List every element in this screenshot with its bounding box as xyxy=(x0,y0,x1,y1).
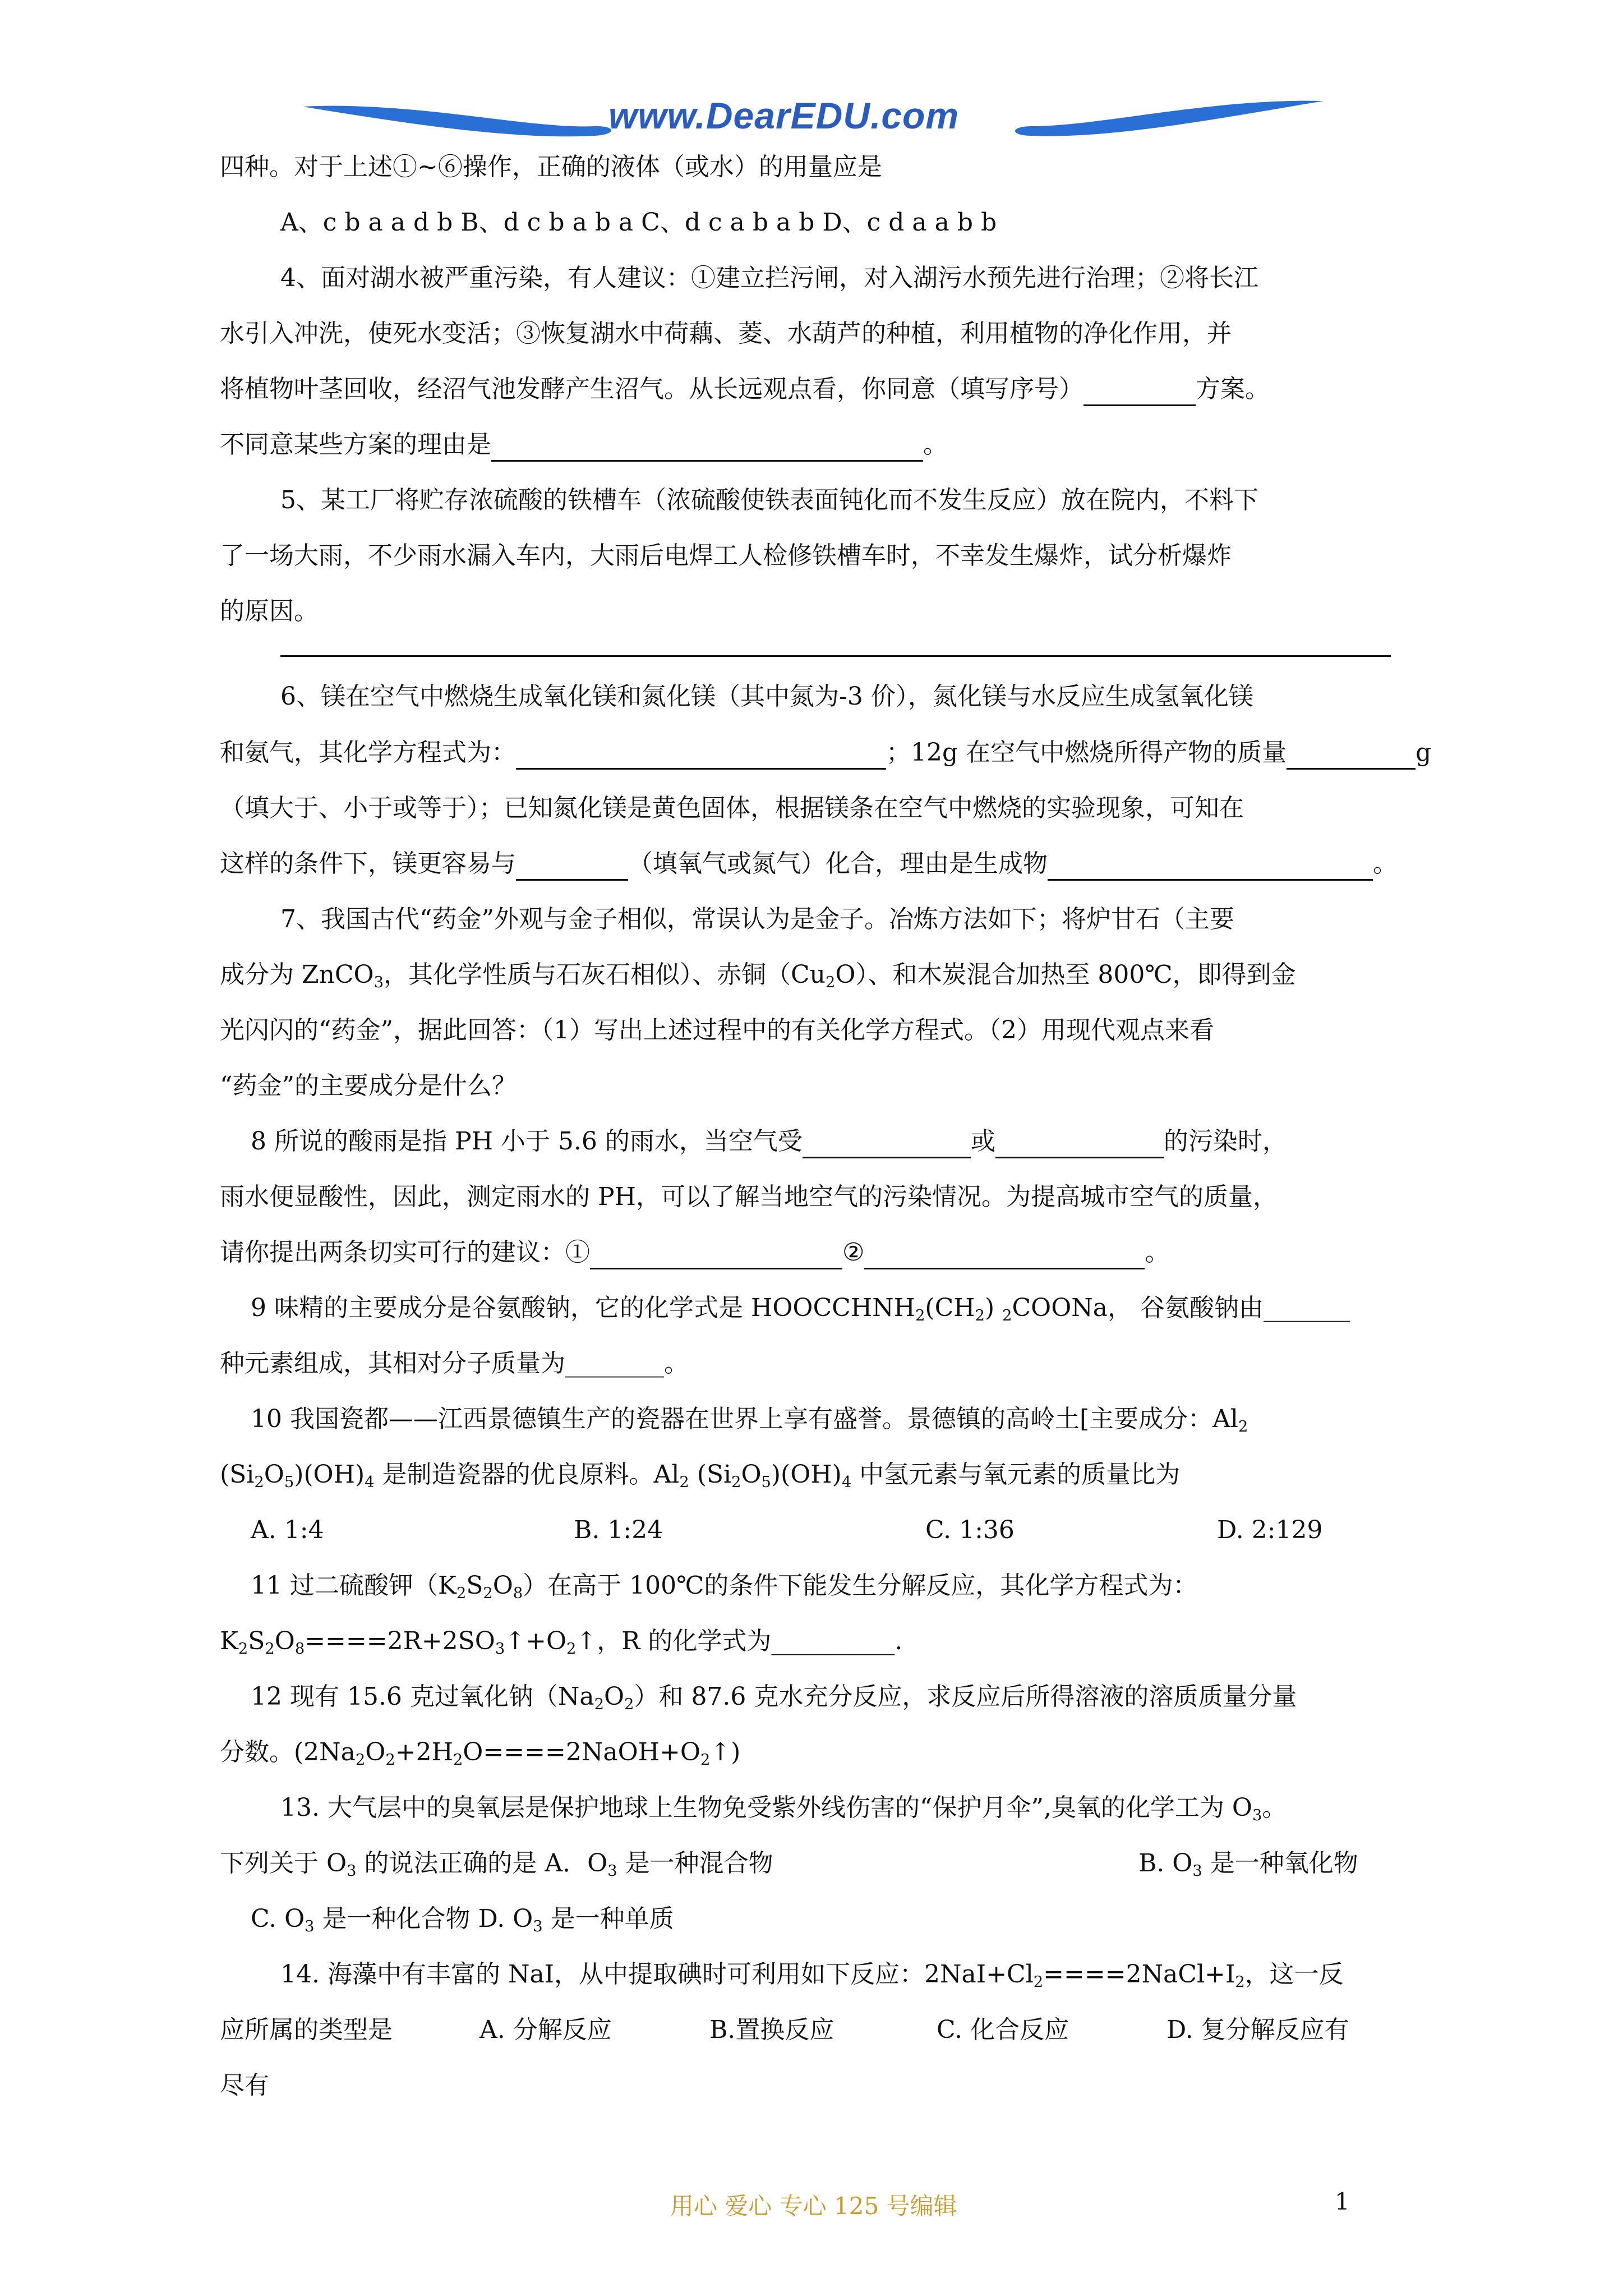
text-span: ）和 87.6 克水充分反应，求反应后所得溶液的溶质质量分量 xyxy=(634,1682,1297,1711)
answer-blank[interactable] xyxy=(1083,381,1196,406)
text-line xyxy=(220,958,1296,992)
question-5: 5、某工厂将贮存浓硫酸的铁槽车（浓硫酸使铁表面钝化而不发生反应）放在院内，不料下 xyxy=(280,486,1258,514)
text-span: 。 xyxy=(1373,849,1398,878)
text-span: 请你提出两条切实可行的建议：① xyxy=(220,1238,590,1267)
subscript: 3 xyxy=(1252,1807,1262,1825)
text-span: 。 xyxy=(1145,1238,1170,1267)
text-span: 。 xyxy=(1262,1793,1287,1822)
text-span: 是一种混合物 xyxy=(617,1849,773,1878)
text-line xyxy=(220,1458,1180,1492)
text-span: S xyxy=(466,1571,483,1600)
subscript: 2 xyxy=(566,1640,577,1658)
subscript: 2 xyxy=(700,1751,711,1769)
page-number: 1 xyxy=(1335,2188,1350,2215)
site-logo: www.DearEDU.com xyxy=(608,95,960,136)
answer-blank[interactable] xyxy=(590,1244,842,1269)
text-span: COONa， 谷氨酸钠由_______ xyxy=(1012,1294,1350,1322)
text-span: 分数。(2Na xyxy=(220,1738,356,1766)
answer-rule[interactable] xyxy=(280,655,1391,657)
text-line: 应所属的类型是 xyxy=(220,2016,393,2044)
text-line xyxy=(220,736,1431,770)
text-line xyxy=(220,847,1398,881)
text-line: 雨水便显酸性，因此，测定雨水的 PH，可以了解当地空气的污染情况。为提高城市空气的质量， xyxy=(220,1182,1278,1211)
text-span: 的说法正确的是 A．O xyxy=(356,1849,608,1878)
question-7: 7、我国古代“药金”外观与金子相似，常误认为是金子。冶炼方法如下；将炉甘石（主要 xyxy=(280,905,1234,933)
option-c[interactable]: C. 1:36 xyxy=(925,1516,1015,1544)
option-c[interactable]: C. 化合反应 xyxy=(937,2016,1069,2044)
subscript: 4 xyxy=(365,1474,375,1492)
text-span: 13. 大气层中的臭氧层是保护地球上生物免受紫外线伤害的“保护月伞”,臭氧的化学工为 O xyxy=(280,1793,1252,1822)
text-line: 的原因。 xyxy=(220,597,319,625)
text-span: 是制造瓷器的优良原料。Al xyxy=(374,1460,680,1489)
answer-blank[interactable] xyxy=(1048,855,1373,881)
text-span: )(OH) xyxy=(771,1460,842,1489)
subscript: 3 xyxy=(533,1918,543,1936)
option-d[interactable]: D. 复分解反应有 xyxy=(1166,2016,1349,2044)
subscript: 8 xyxy=(513,1585,523,1603)
subscript: 2 xyxy=(1235,1973,1245,1991)
text-line: 四种。对于上述①~⑥操作，正确的液体（或水）的用量应是 xyxy=(220,153,882,181)
text-span: 。 xyxy=(923,430,948,459)
text-span: 或 xyxy=(970,1127,995,1156)
option-a[interactable]: A. 分解反应 xyxy=(479,2016,612,2044)
text-line: “药金”的主要成分是什么？ xyxy=(220,1071,517,1100)
text-span: (Si xyxy=(220,1460,255,1489)
text-span: 这样的条件下，镁更容易与 xyxy=(220,849,516,878)
subscript: 2 xyxy=(679,1474,689,1492)
text-span: 和氨气，其化学方程式为： xyxy=(220,738,516,767)
text-line xyxy=(220,1736,740,1769)
subscript: 3 xyxy=(305,1918,315,1936)
text-span: (CH xyxy=(925,1294,975,1322)
text-line xyxy=(220,1847,773,1880)
answer-blank[interactable] xyxy=(803,1133,971,1158)
subscript: 2 xyxy=(1033,1973,1044,1991)
text-span: O xyxy=(604,1682,625,1711)
text-span: 中氢元素与氧元素的质量比为 xyxy=(851,1460,1181,1489)
subscript: 3 xyxy=(495,1640,505,1658)
question-8 xyxy=(251,1125,1287,1158)
option-d[interactable]: D. 2:129 xyxy=(1217,1516,1323,1544)
text-span: ，其化学性质与石灰石相似）、赤铜（Cu xyxy=(384,960,826,989)
text-span: 将植物叶茎回收，经沼气池发酵产生沼气。从长远观点看，你同意（填写序号） xyxy=(220,375,1083,403)
text-span: 9 味精的主要成分是谷氨酸钠，它的化学式是 HOOCCHNH xyxy=(251,1294,916,1322)
text-span: ) xyxy=(984,1294,1003,1322)
text-span: ↑) xyxy=(710,1738,741,1766)
text-span: ；12g 在空气中燃烧所得产物的质量 xyxy=(886,738,1287,767)
text-line: 光闪闪的“药金”，据此回答：（1）写出上述过程中的有关化学方程式。（2）用现代观点来看 xyxy=(220,1016,1214,1045)
footer-text: 用心 爱心 专心 125 号编辑 xyxy=(670,2192,957,2220)
text-span: ====2R+2SO xyxy=(305,1627,495,1655)
subscript: 2 xyxy=(355,1751,366,1769)
text-span: K xyxy=(220,1627,238,1655)
option-b[interactable]: B. 1:24 xyxy=(574,1516,663,1544)
text-span: 不同意某些方案的理由是 xyxy=(220,430,491,459)
option-a[interactable]: A. 1:4 xyxy=(251,1516,324,1544)
text-line xyxy=(220,372,1270,406)
question-10 xyxy=(251,1402,1248,1436)
subscript: 2 xyxy=(1002,1307,1012,1325)
text-span: O xyxy=(274,1627,295,1655)
answer-blank[interactable] xyxy=(516,855,628,881)
subscript: 2 xyxy=(453,1751,463,1769)
text-line xyxy=(220,1625,902,1658)
answer-blank[interactable] xyxy=(995,1133,1164,1158)
question-11 xyxy=(251,1569,1197,1603)
text-span: 方案。 xyxy=(1196,375,1270,403)
text-span: )(OH) xyxy=(294,1460,365,1489)
text-span: 12 现有 15.6 克过氧化钠（Na xyxy=(251,1682,594,1711)
subscript: 5 xyxy=(284,1474,294,1492)
text-span: O）、和木炭混合加热至 800℃，即得到金 xyxy=(835,960,1296,989)
answer-blank[interactable] xyxy=(864,1244,1145,1269)
subscript: 2 xyxy=(826,974,836,992)
question-4: 4、面对湖水被严重污染，有人建议：①建立拦污闸，对入湖污水预先进行治理；②将长江 xyxy=(280,264,1258,292)
subscript: 2 xyxy=(385,1751,395,1769)
question-12 xyxy=(251,1680,1297,1714)
text-line: （填大于、小于或等于）；已知氮化镁是黄色固体，根据镁条在空气中燃烧的实验现象，可知在 xyxy=(220,794,1244,822)
subscript: 2 xyxy=(915,1307,925,1325)
subscript: 2 xyxy=(456,1585,467,1603)
question-6: 6、镁在空气中燃烧生成氧化镁和氮化镁（其中氮为-3 价），氮化镁与水反应生成氢氧化镁 xyxy=(280,682,1253,711)
text-span: O====2NaOH+O xyxy=(463,1738,700,1766)
subscript: 2 xyxy=(975,1307,985,1325)
question-14 xyxy=(280,1958,1344,1991)
answer-blank[interactable] xyxy=(516,744,886,770)
subscript: 2 xyxy=(483,1585,493,1603)
text-line xyxy=(251,1902,674,1936)
text-span: 是一种化合物 D. O xyxy=(314,1904,533,1933)
text-span: 下列关于 O xyxy=(220,1849,347,1878)
text-span: O xyxy=(492,1571,513,1600)
text-span: ，这一反 xyxy=(1244,1960,1344,1989)
subscript: 2 xyxy=(1238,1418,1248,1436)
subscript: 2 xyxy=(254,1474,264,1492)
text-span: 14. 海藻中有丰富的 NaI，从中提取碘时可利用如下反应：2NaI+Cl xyxy=(280,1960,1034,1989)
text-span: 是一种单质 xyxy=(542,1904,674,1933)
text-span: 10 我国瓷都——江西景德镇生产的瓷器在世界上享有盛誉。景德镇的高岭土[主要成分：Al xyxy=(251,1405,1238,1433)
subscript: 8 xyxy=(294,1640,305,1658)
subscript: 3 xyxy=(607,1862,617,1880)
answer-blank[interactable] xyxy=(491,436,923,462)
subscript: 3 xyxy=(374,974,384,992)
subscript: 3 xyxy=(1192,1862,1202,1880)
text-span: ② xyxy=(842,1238,865,1267)
text-span: +2H xyxy=(395,1738,453,1766)
question-9 xyxy=(251,1291,1350,1325)
subscript: 5 xyxy=(761,1474,771,1492)
subscript: 2 xyxy=(265,1640,275,1658)
text-span: O xyxy=(264,1460,284,1489)
text-span: O xyxy=(365,1738,386,1766)
text-span: 是一种氧化物 xyxy=(1202,1849,1358,1878)
text-line: 水引入冲洗，使死水变活；③恢复湖水中荷藕、菱、水葫芦的种植，利用植物的净化作用，并 xyxy=(220,319,1232,348)
answer-blank[interactable] xyxy=(1287,744,1415,770)
text-span: g xyxy=(1415,738,1432,767)
question-13 xyxy=(280,1791,1287,1825)
answer-options: A、c b a a d b B、d c b a b a C、d c a b a b D、c d a a b b xyxy=(280,208,997,237)
subscript: 2 xyxy=(238,1640,248,1658)
subscript: 2 xyxy=(624,1696,634,1714)
subscript: 3 xyxy=(347,1862,357,1880)
text-span: ↑+O xyxy=(505,1627,567,1655)
option-b[interactable]: B.置换反应 xyxy=(709,2016,834,2044)
text-line: 种元素组成，其相对分子质量为________。 xyxy=(220,1349,689,1378)
text-line: 尽有 xyxy=(220,2071,269,2100)
text-span: ↑，R 的化学式为__________. xyxy=(576,1627,903,1655)
text-span: 的污染时， xyxy=(1163,1127,1287,1156)
text-span: ）在高于 100℃的条件下能发生分解反应，其化学方程式为： xyxy=(523,1571,1198,1600)
text-line: 了一场大雨，不少雨水漏入车内，大雨后电焊工人检修铁槽车时，不幸发生爆炸，试分析爆炸 xyxy=(220,541,1232,570)
text-line xyxy=(220,1236,1169,1269)
subscript: 4 xyxy=(841,1474,852,1492)
text-span: （填氧气或氮气）化合，理由是生成物 xyxy=(628,849,1048,878)
option-b[interactable] xyxy=(1138,1847,1358,1880)
text-span: (Si xyxy=(689,1460,732,1489)
text-span: C. O xyxy=(251,1904,305,1933)
text-span: 8 所说的酸雨是指 PH 小于 5.6 的雨水，当空气受 xyxy=(251,1127,803,1156)
text-span: ====2NaCl+I xyxy=(1043,1960,1235,1989)
text-span: S xyxy=(248,1627,265,1655)
subscript: 2 xyxy=(594,1696,605,1714)
text-line xyxy=(220,428,948,462)
subscript: 2 xyxy=(731,1474,741,1492)
text-span: B. O xyxy=(1138,1849,1193,1878)
text-span: O xyxy=(741,1460,762,1489)
text-span: 11 过二硫酸钾（K xyxy=(251,1571,457,1600)
text-span: 成分为 ZnCO xyxy=(220,960,374,989)
